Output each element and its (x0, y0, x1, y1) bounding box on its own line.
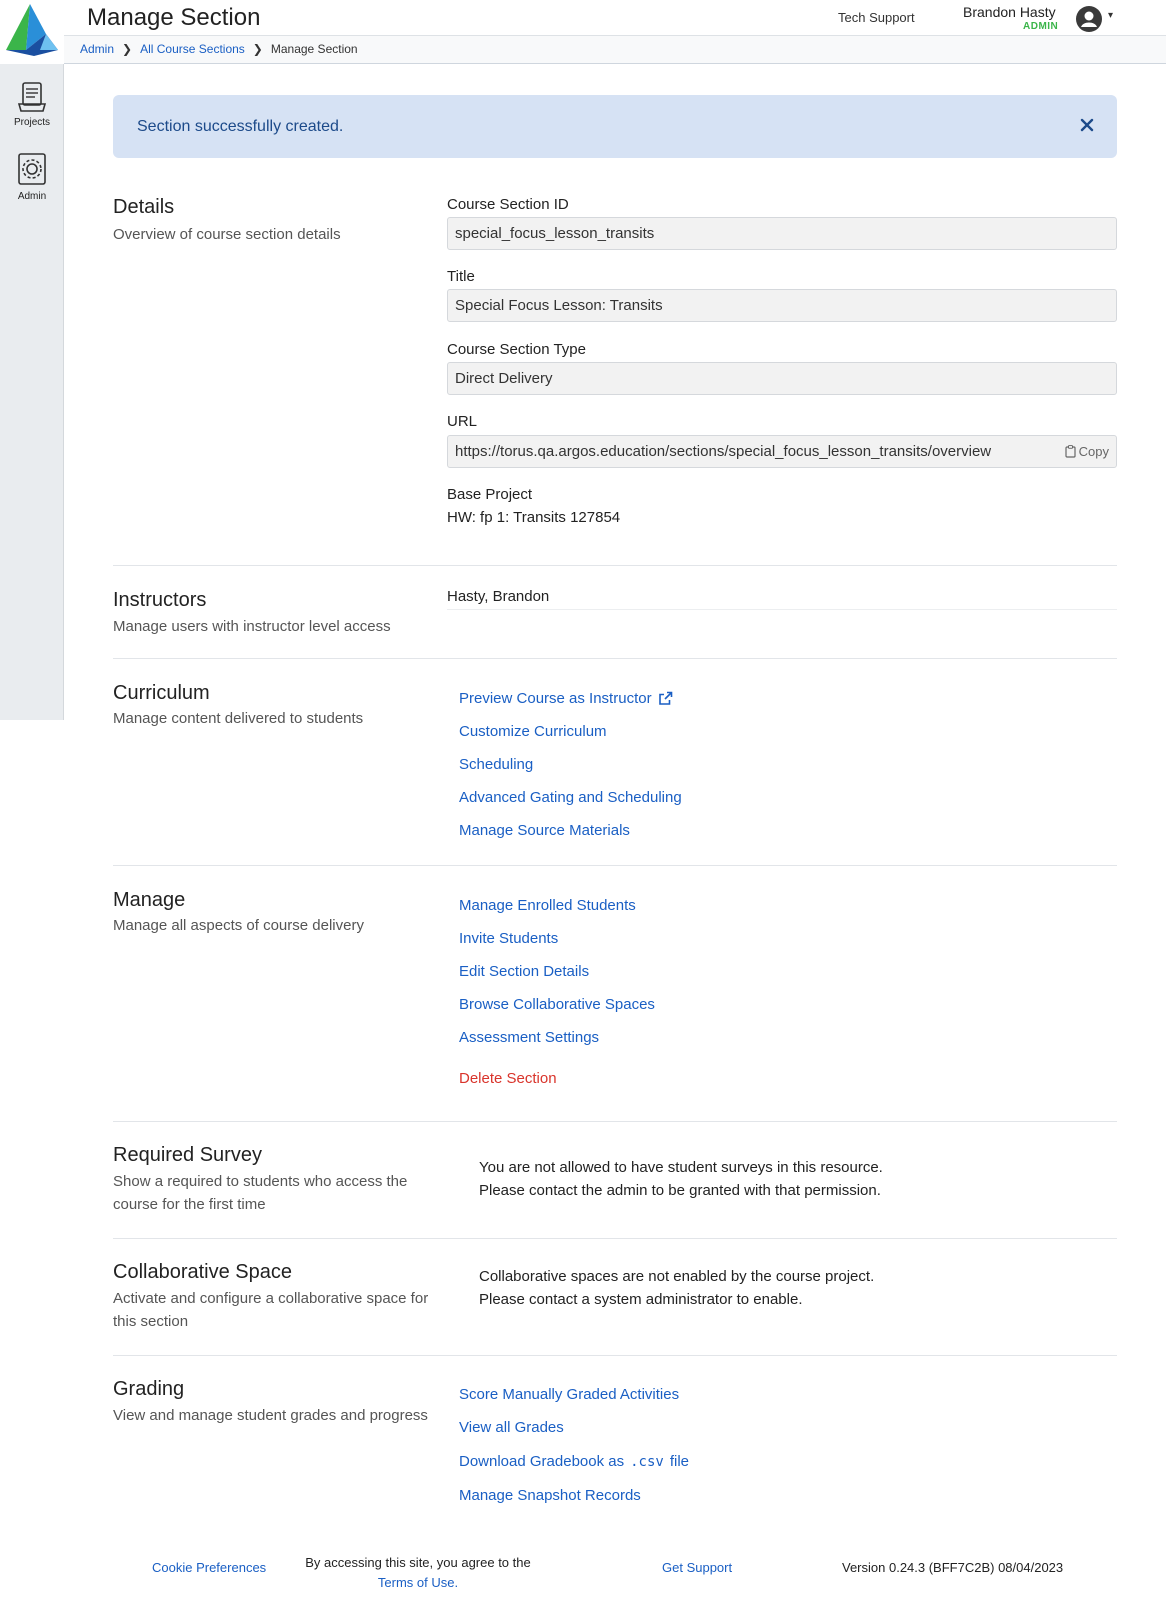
get-support-link[interactable]: Get Support (662, 1560, 733, 1575)
breadcrumb-current: Manage Section (270, 42, 358, 56)
section-type-label: Course Section Type (447, 341, 586, 358)
curriculum-description: Manage content delivered to students (113, 710, 364, 727)
breadcrumb-admin[interactable]: Admin (80, 42, 115, 56)
url-field[interactable] (447, 435, 1117, 468)
alert-message: Section successfully created. (137, 118, 344, 135)
title-label: Title (447, 268, 475, 285)
breadcrumb-all-course-sections[interactable]: All Course Sections (140, 42, 245, 56)
sidebar-item-admin[interactable] (0, 152, 64, 202)
section-divider (113, 658, 1117, 659)
csv-extension: .csv (630, 1453, 664, 1470)
external-link-icon (658, 691, 673, 706)
assessment-settings-link[interactable]: Assessment Settings (459, 1029, 600, 1046)
survey-notice-line-2: Please contact the admin to be granted with that permission. (479, 1182, 881, 1199)
section-id-field[interactable]: special_focus_lesson_transits (447, 217, 1117, 250)
chevron-right-icon: ❯ (252, 42, 263, 56)
manage-heading: Manage (113, 889, 186, 911)
page-title: Manage Section (87, 4, 261, 31)
chevron-right-icon: ❯ (122, 42, 133, 56)
app-logo[interactable] (0, 0, 64, 64)
section-divider (113, 1238, 1117, 1239)
base-project-label: Base Project (447, 486, 533, 503)
manage-enrolled-students-link[interactable]: Manage Enrolled Students (459, 897, 636, 914)
scheduling-link[interactable]: Scheduling (459, 756, 534, 773)
sidebar-item-label: Admin (17, 191, 47, 202)
logo-icon (0, 0, 64, 58)
user-avatar-icon[interactable] (1075, 5, 1103, 33)
close-icon[interactable] (1077, 115, 1097, 135)
title-field[interactable]: Special Focus Lesson: Transits (447, 289, 1117, 322)
preview-course-link[interactable] (459, 690, 673, 707)
collaborative-space-description: Activate and configure a collaborative space for this section (113, 1290, 429, 1330)
score-manually-graded-link[interactable]: Score Manually Graded Activities (459, 1386, 680, 1403)
details-description: Overview of course section details (113, 226, 341, 243)
collaborative-space-heading: Collaborative Space (113, 1261, 292, 1283)
manage-description: Manage all aspects of course delivery (113, 917, 364, 934)
success-alert (113, 95, 1117, 158)
section-divider (113, 1355, 1117, 1356)
instructors-description: Manage users with instructor level access (113, 618, 391, 635)
instructors-heading: Instructors (113, 589, 207, 611)
section-divider (113, 1121, 1117, 1122)
download-gradebook-suffix: file (669, 1453, 690, 1470)
manage-snapshot-records-link[interactable]: Manage Snapshot Records (459, 1487, 641, 1504)
browse-collaborative-spaces-link[interactable]: Browse Collaborative Spaces (459, 996, 655, 1013)
copy-label: Copy (1078, 444, 1109, 459)
user-name[interactable]: Brandon Hasty (963, 4, 1056, 20)
required-survey-heading: Required Survey (113, 1144, 262, 1166)
advanced-gating-link[interactable]: Advanced Gating and Scheduling (459, 789, 682, 806)
instructor-name: Hasty, Brandon (447, 588, 550, 605)
view-all-grades-link[interactable]: View all Grades (459, 1419, 564, 1436)
download-gradebook-prefix: Download Gradebook as (459, 1453, 625, 1470)
url-value: https://torus.qa.argos.education/sections/special_focus_lesson_transits/overview (455, 443, 992, 460)
survey-notice-line-1: You are not allowed to have student surveys in this resource. (479, 1159, 883, 1176)
sidebar-item-label: Projects (13, 117, 51, 128)
section-divider (113, 565, 1117, 566)
edit-section-details-link[interactable]: Edit Section Details (459, 963, 590, 980)
sidebar-item-projects[interactable] (0, 80, 64, 128)
sidebar (0, 64, 64, 720)
collab-notice-line-1: Collaborative spaces are not enabled by the course project. (479, 1268, 875, 1285)
section-divider (113, 865, 1117, 866)
terms-of-use-link[interactable]: Terms of Use. (377, 1575, 459, 1590)
version-info: Version 0.24.3 (BFF7C2B) 08/04/2023 (842, 1560, 1064, 1575)
invite-students-link[interactable]: Invite Students (459, 930, 559, 947)
cookie-preferences-link[interactable]: Cookie Preferences (152, 1560, 267, 1575)
base-project-link[interactable]: HW: fp 1: Transits 127854 (447, 509, 621, 526)
manage-source-materials-link[interactable]: Manage Source Materials (459, 822, 630, 839)
user-role-badge: ADMIN (1023, 21, 1059, 32)
url-label: URL (447, 413, 478, 430)
copy-button[interactable] (1061, 444, 1109, 459)
grading-heading: Grading (113, 1378, 185, 1400)
clipboard-icon (1065, 445, 1076, 458)
section-type-field[interactable]: Direct Delivery (447, 362, 1117, 395)
chevron-down-icon[interactable]: ▾ (1108, 10, 1114, 21)
preview-course-label: Preview Course as Instructor (459, 690, 652, 707)
agreement-text: By accessing this site, you agree to the (305, 1555, 531, 1570)
details-heading: Details (113, 196, 175, 218)
section-id-label: Course Section ID (447, 196, 569, 213)
curriculum-heading: Curriculum (113, 682, 210, 704)
breadcrumb-bar (64, 36, 1166, 64)
required-survey-description: Show a required to students who access the course for the first time (113, 1173, 408, 1213)
customize-curriculum-link[interactable]: Customize Curriculum (459, 723, 607, 740)
projects-icon (15, 80, 49, 114)
instructor-row-divider (447, 609, 1117, 610)
grading-description: View and manage student grades and progress (113, 1407, 428, 1424)
footer-agreement (293, 1553, 543, 1593)
admin-gear-icon (15, 152, 49, 188)
delete-section-button[interactable]: Delete Section (459, 1070, 557, 1087)
breadcrumb (80, 42, 358, 56)
tech-support-link[interactable]: Tech Support (838, 10, 915, 25)
top-bar (0, 0, 1166, 36)
collab-notice-line-2: Please contact a system administrator to enable. (479, 1291, 803, 1308)
download-gradebook-link[interactable] (459, 1453, 689, 1470)
